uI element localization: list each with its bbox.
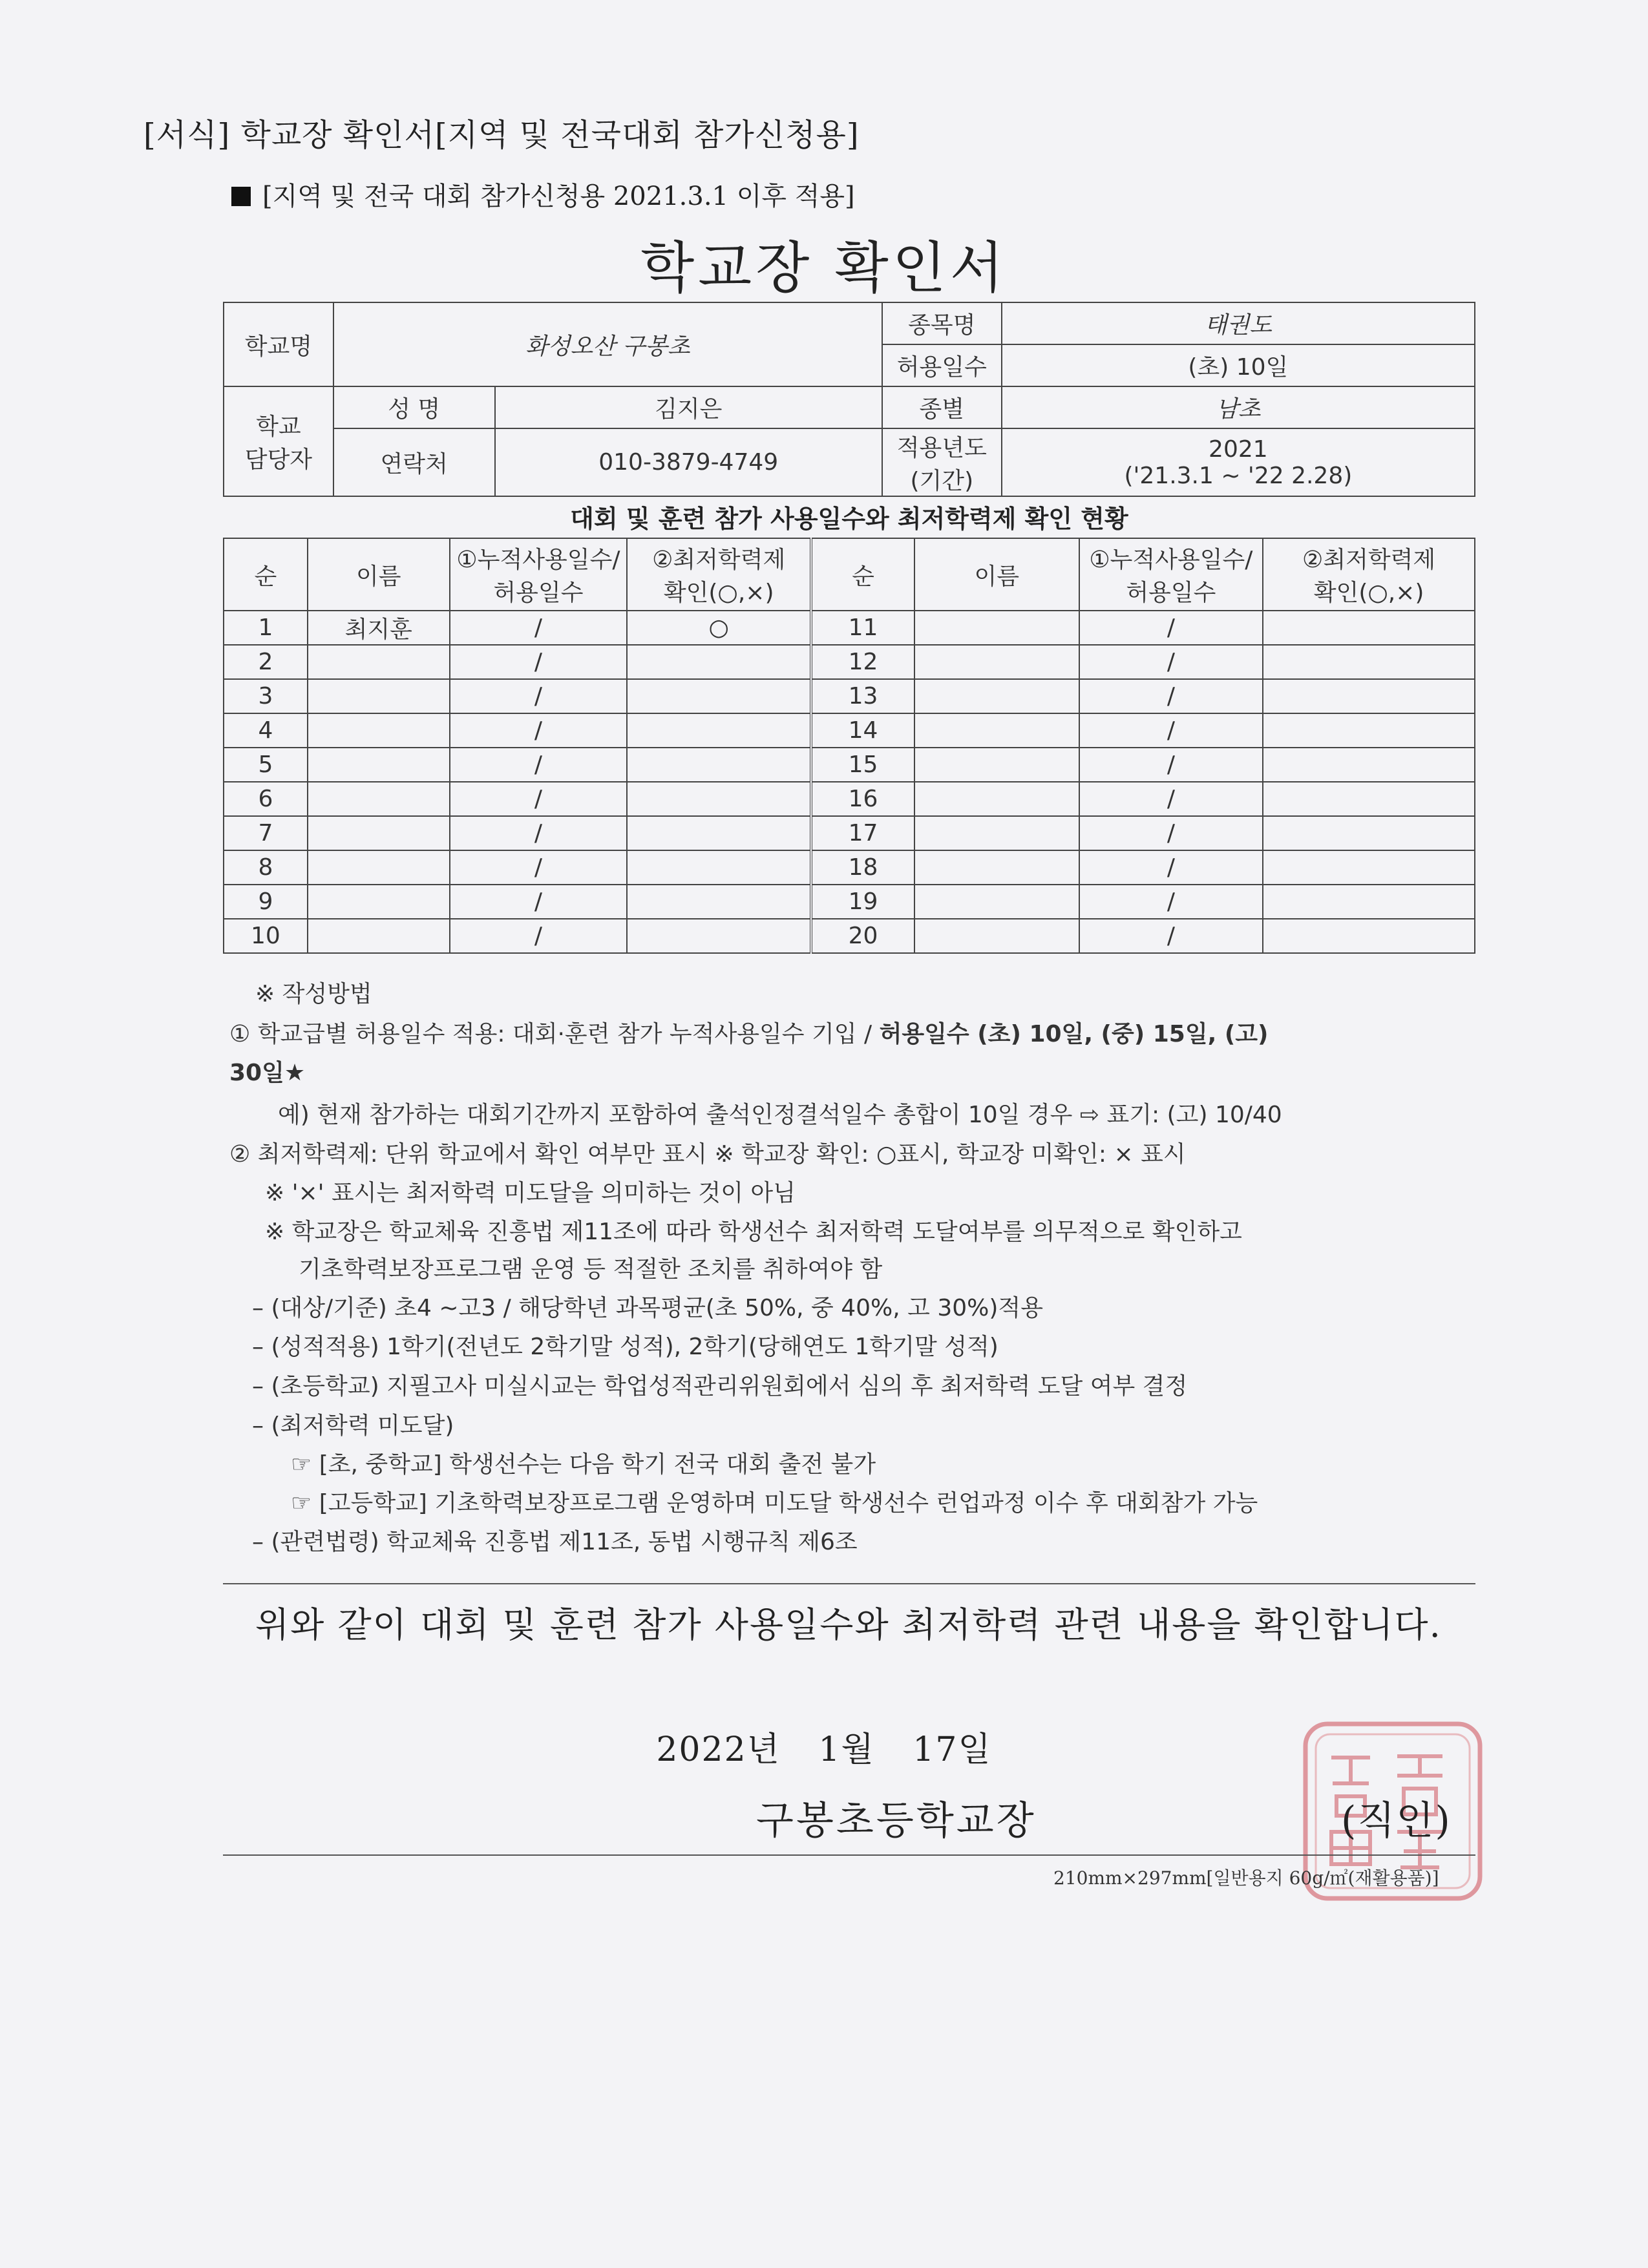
row-days-right: /	[1079, 816, 1263, 850]
row-name-left	[308, 850, 450, 885]
col-header-check-left-line-2: 확인(○,×)	[663, 580, 774, 606]
row-check-right	[1263, 919, 1475, 953]
row-no-right: 14	[811, 713, 914, 748]
row-no-left: 7	[224, 816, 308, 850]
row-no-left: 4	[224, 713, 308, 748]
col-header-days-right-line-1: ①누적사용일수/	[1089, 547, 1253, 573]
col-header-no-right: 순	[811, 538, 914, 611]
instruction-example: 예) 현재 참가하는 대회기간까지 포함하여 출석인정결석일수 총합이 10일 경우 ⇨ 표기: (고) 10/40	[278, 1102, 1282, 1128]
status-section-title: 대회 및 훈련 참가 사용일수와 최저학력제 확인 현황	[570, 505, 1128, 533]
row-no-left: 2	[224, 645, 308, 679]
row-name-left	[308, 816, 450, 850]
row-check-left	[627, 782, 811, 816]
school-label: 학교명	[224, 302, 333, 386]
row-days-left: /	[450, 748, 628, 782]
year-value-line-2: ('21.3.1 ~ '22 2.28)	[1124, 462, 1353, 489]
row-no-right: 13	[811, 679, 914, 713]
table-row	[224, 645, 1475, 679]
row-no-right: 17	[811, 816, 914, 850]
col-header-check-left-line-1: ②최저학력제	[652, 547, 786, 573]
row-days-left: /	[450, 713, 628, 748]
table-row	[224, 782, 1475, 816]
principal-title: 구봉초등학교장	[756, 1798, 1037, 1843]
instruction-detail-1: – (대상/기준) 초4 ~고3 / 해당학년 과목평균(초 50%, 중 40%, 고 30%)적용	[252, 1295, 1043, 1321]
row-check-right	[1263, 713, 1475, 748]
instruction-detail-4b: ☞ [고등학교] 기초학력보장프로그램 운영하며 미도달 학생선수 런업과정 이수 후 대회참가 가능	[291, 1490, 1258, 1517]
divider-line	[223, 1583, 1475, 1584]
row-name-right	[914, 679, 1079, 713]
row-days-left: /	[450, 679, 628, 713]
row-check-right	[1263, 885, 1475, 919]
row-days-right: /	[1079, 850, 1263, 885]
row-check-left: ○	[627, 611, 811, 645]
instruction-detail-2: – (성적적용) 1학기(전년도 2학기말 성적), 2학기(당해연도 1학기말 성적)	[252, 1334, 998, 1360]
footer-divider-line	[223, 1854, 1475, 1856]
table-row	[224, 850, 1475, 885]
event-value: 태권도	[1002, 302, 1475, 344]
row-no-left: 5	[224, 748, 308, 782]
row-check-right	[1263, 782, 1475, 816]
instruction-detail-4: – (최저학력 미도달)	[252, 1412, 454, 1439]
row-name-right	[914, 748, 1079, 782]
row-check-right	[1263, 645, 1475, 679]
row-name-right	[914, 713, 1079, 748]
col-header-check-right	[1263, 538, 1475, 611]
instruction-item-1-text: ① 학교급별 허용일수 적용: 대회·훈련 참가 누적사용일수 기입 /	[229, 1021, 880, 1047]
row-days-right: /	[1079, 713, 1263, 748]
name-label: 성 명	[333, 386, 495, 428]
row-days-left: /	[450, 919, 628, 953]
row-check-right	[1263, 748, 1475, 782]
instruction-detail-3: – (초등학교) 지필고사 미실시교는 학업성적관리위원회에서 심의 후 최저학력 도달 여부 결정	[252, 1373, 1188, 1400]
row-name-left	[308, 748, 450, 782]
row-name-right	[914, 816, 1079, 850]
row-check-right	[1263, 611, 1475, 645]
col-header-no-left: 순	[224, 538, 308, 611]
col-header-check-right-line-1: ②최저학력제	[1302, 547, 1436, 573]
row-name-right	[914, 885, 1079, 919]
row-days-left: /	[450, 885, 628, 919]
status-table-body	[224, 611, 1475, 953]
row-check-left	[627, 885, 811, 919]
instruction-note-2a: ※ 학교장은 학교체육 진흥법 제11조에 따라 학생선수 최저학력 도달여부를 의무적으로 확인하고	[265, 1219, 1242, 1245]
row-name-right	[914, 919, 1079, 953]
row-days-left: /	[450, 850, 628, 885]
row-name-left	[308, 919, 450, 953]
manager-label-line-2: 담당자	[244, 446, 313, 473]
year-value-line-1: 2021	[1209, 436, 1268, 463]
row-no-right: 12	[811, 645, 914, 679]
manager-label	[224, 386, 333, 496]
row-name-left: 최지훈	[308, 611, 450, 645]
instruction-detail-5: – (관련법령) 학교체육 진흥법 제11조, 동법 시행규칙 제6조	[252, 1529, 858, 1555]
row-name-right	[914, 611, 1079, 645]
col-header-days-left-line-2: 허용일수	[493, 580, 584, 606]
row-no-right: 16	[811, 782, 914, 816]
row-no-right: 11	[811, 611, 914, 645]
row-days-left: /	[450, 645, 628, 679]
row-check-left	[627, 679, 811, 713]
row-check-left	[627, 919, 811, 953]
col-header-days-right-line-2: 허용일수	[1126, 580, 1216, 606]
col-header-days-right	[1079, 538, 1263, 611]
year-label	[882, 428, 1002, 496]
row-days-right: /	[1079, 782, 1263, 816]
issue-date: 2022년 1월 17일	[656, 1730, 992, 1769]
row-name-right	[914, 850, 1079, 885]
instruction-item-2: ② 최저학력제: 단위 학교에서 확인 여부만 표시 ※ 학교장 확인: ○표시, 학교장 미확인: × 표시	[229, 1141, 1186, 1168]
instruction-detail-4a: ☞ [초, 중학교] 학생선수는 다음 학기 전국 대회 출전 불가	[291, 1451, 876, 1478]
allowed-days-value: (초) 10일	[1002, 344, 1475, 386]
col-header-days-left	[450, 538, 628, 611]
row-days-right: /	[1079, 645, 1263, 679]
row-check-left	[627, 645, 811, 679]
instruction-item-1-bold: 허용일수 (초) 10일, (중) 15일, (고)	[879, 1021, 1269, 1047]
document-title: 학교장 확인서	[640, 236, 1008, 300]
row-check-left	[627, 748, 811, 782]
row-days-right: /	[1079, 748, 1263, 782]
school-value: 화성오산 구봉초	[333, 302, 882, 386]
row-name-left	[308, 782, 450, 816]
row-name-right	[914, 645, 1079, 679]
row-no-left: 9	[224, 885, 308, 919]
table-row	[224, 679, 1475, 713]
status-table	[223, 538, 1475, 954]
category-label: 종별	[882, 386, 1002, 428]
col-header-check-right-line-2: 확인(○,×)	[1313, 580, 1424, 606]
row-no-left: 1	[224, 611, 308, 645]
instruction-item-1	[229, 1016, 1269, 1049]
row-check-left	[627, 816, 811, 850]
col-header-name-left: 이름	[308, 538, 450, 611]
document-header-line: [서식] 학교장 확인서[지역 및 전국대회 참가신청용]	[143, 117, 860, 153]
row-name-left	[308, 645, 450, 679]
row-name-left	[308, 885, 450, 919]
instruction-note-2b: 기초학력보장프로그램 운영 등 적절한 조치를 취하여야 함	[299, 1256, 883, 1283]
instruction-note-1: ※ '×' 표시는 최저학력 미도달을 의미하는 것이 아님	[265, 1180, 796, 1206]
row-name-left	[308, 679, 450, 713]
contact-label: 연락처	[333, 428, 495, 496]
row-name-left	[308, 713, 450, 748]
square-bullet-icon	[231, 187, 251, 206]
row-days-left: /	[450, 611, 628, 645]
col-header-name-right: 이름	[914, 538, 1079, 611]
document-subheader	[231, 176, 855, 213]
table-row	[224, 919, 1475, 953]
category-value: 남초	[1002, 386, 1475, 428]
manager-label-line-1: 학교	[256, 414, 301, 440]
table-row	[224, 748, 1475, 782]
year-label-line-1: 적용년도	[896, 434, 987, 461]
table-row	[224, 713, 1475, 748]
row-no-left: 6	[224, 782, 308, 816]
row-days-right: /	[1079, 679, 1263, 713]
year-label-line-2: (기간)	[910, 467, 974, 494]
event-label: 종목명	[882, 302, 1002, 344]
row-days-right: /	[1079, 885, 1263, 919]
paper-specification: 210mm×297mm[일반용지 60g/㎡(재활용품)]	[1053, 1867, 1439, 1889]
row-days-right: /	[1079, 919, 1263, 953]
table-row	[224, 611, 1475, 645]
year-value	[1002, 428, 1475, 496]
row-no-right: 19	[811, 885, 914, 919]
row-name-right	[914, 782, 1079, 816]
seal-label: (직인)	[1341, 1798, 1452, 1843]
allowed-days-label: 허용일수	[882, 344, 1002, 386]
row-no-right: 15	[811, 748, 914, 782]
col-header-check-left	[627, 538, 811, 611]
row-days-left: /	[450, 782, 628, 816]
col-header-days-left-line-1: ①누적사용일수/	[456, 547, 620, 573]
row-check-right	[1263, 679, 1475, 713]
row-check-right	[1263, 816, 1475, 850]
table-row	[224, 816, 1475, 850]
name-value: 김지은	[495, 386, 882, 428]
subheader-text: [지역 및 전국 대회 참가신청용 2021.3.1 이후 적용]	[262, 182, 855, 211]
row-no-left: 10	[224, 919, 308, 953]
row-check-left	[627, 850, 811, 885]
row-days-left: /	[450, 816, 628, 850]
instructions-heading: ※ 작성방법	[255, 981, 372, 1007]
contact-value: 010-3879-4749	[495, 428, 882, 496]
row-no-left: 3	[224, 679, 308, 713]
info-table	[223, 302, 1475, 497]
row-no-right: 20	[811, 919, 914, 953]
row-check-left	[627, 713, 811, 748]
instruction-item-1-continued: 30일★	[229, 1060, 306, 1086]
row-no-left: 8	[224, 850, 308, 885]
confirmation-statement: 위와 같이 대회 및 훈련 참가 사용일수와 최저학력 관련 내용을 확인합니다.	[255, 1604, 1442, 1645]
row-days-right: /	[1079, 611, 1263, 645]
table-row	[224, 885, 1475, 919]
row-check-right	[1263, 850, 1475, 885]
row-no-right: 18	[811, 850, 914, 885]
